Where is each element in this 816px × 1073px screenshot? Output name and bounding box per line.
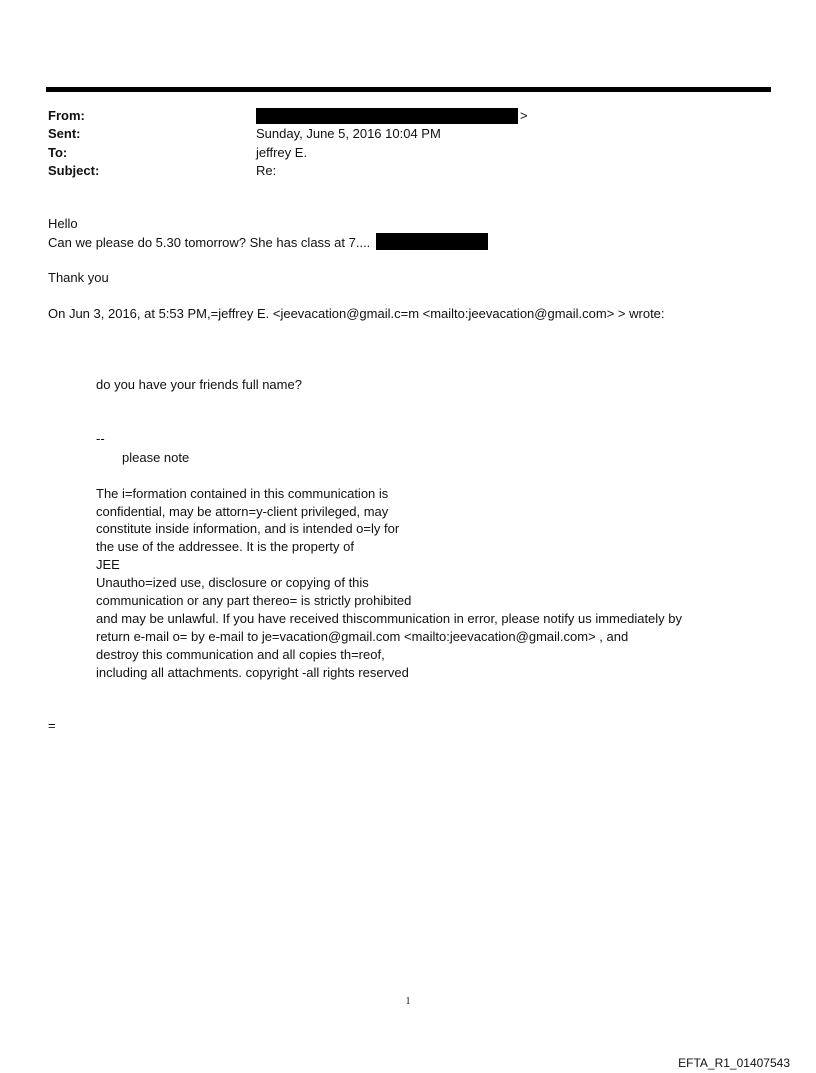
disclaimer-line: confidential, may be attorn=y-client privileged, may <box>96 504 389 519</box>
sent-label: Sent: <box>48 126 81 141</box>
to-label: To: <box>48 145 68 160</box>
trailing-equals: = <box>48 718 56 733</box>
disclaimer-line: and may be unlawful. If you have received thiscommunication in error, please notify us immediately by <box>96 611 683 626</box>
greeting: Hello <box>48 216 78 231</box>
disclaimer-line: destroy this communication and all copies th=reof, <box>96 647 385 662</box>
to-value: jeffrey E. <box>256 145 308 160</box>
disclaimer-line: including all attachments. copyright -all rights reserved <box>96 665 409 680</box>
disclaimer-line: the use of the addressee. It is the property of <box>96 539 354 554</box>
page-number: 1 <box>405 996 411 1007</box>
subject-label: Subject: <box>48 163 100 178</box>
disclaimer-line: communication or any part thereo= is strictly prohibited <box>96 593 412 608</box>
from-value: > <box>520 108 528 123</box>
quoted-question: do you have your friends full name? <box>96 377 302 392</box>
from-label: From: <box>48 108 85 123</box>
disclaimer-line: Unautho=ized use, disclosure or copying of this <box>96 575 369 590</box>
disclaimer-line: constitute inside information, and is intended o=ly for <box>96 521 400 536</box>
subject-value: Re: <box>256 163 277 178</box>
disclaimer-line: JEE <box>96 557 120 572</box>
bates-number: EFTA_R1_01407543 <box>678 1056 790 1070</box>
redaction-body <box>376 233 488 250</box>
thanks-line: Thank you <box>48 270 109 285</box>
header-rule <box>46 87 771 92</box>
quote-header: On Jun 3, 2016, at 5:53 PM,=jeffrey E. <jeevacation@gmail.c=m <mailto:jeevacation@gmail.com> > wrote: <box>48 306 665 321</box>
disclaimer-line: The i=formation contained in this communication is <box>96 486 389 501</box>
sent-value: Sunday, June 5, 2016 10:04 PM <box>256 126 441 141</box>
signature-dashes: -- <box>96 431 105 446</box>
request-line: Can we please do 5.30 tomorrow? She has class at 7.... <box>48 235 371 250</box>
disclaimer-line: return e-mail o= by e-mail to je=vacation@gmail.com <mailto:jeevacation@gmail.com> , and <box>96 629 629 644</box>
redaction-from <box>256 108 518 124</box>
please-note: please note <box>122 450 190 465</box>
